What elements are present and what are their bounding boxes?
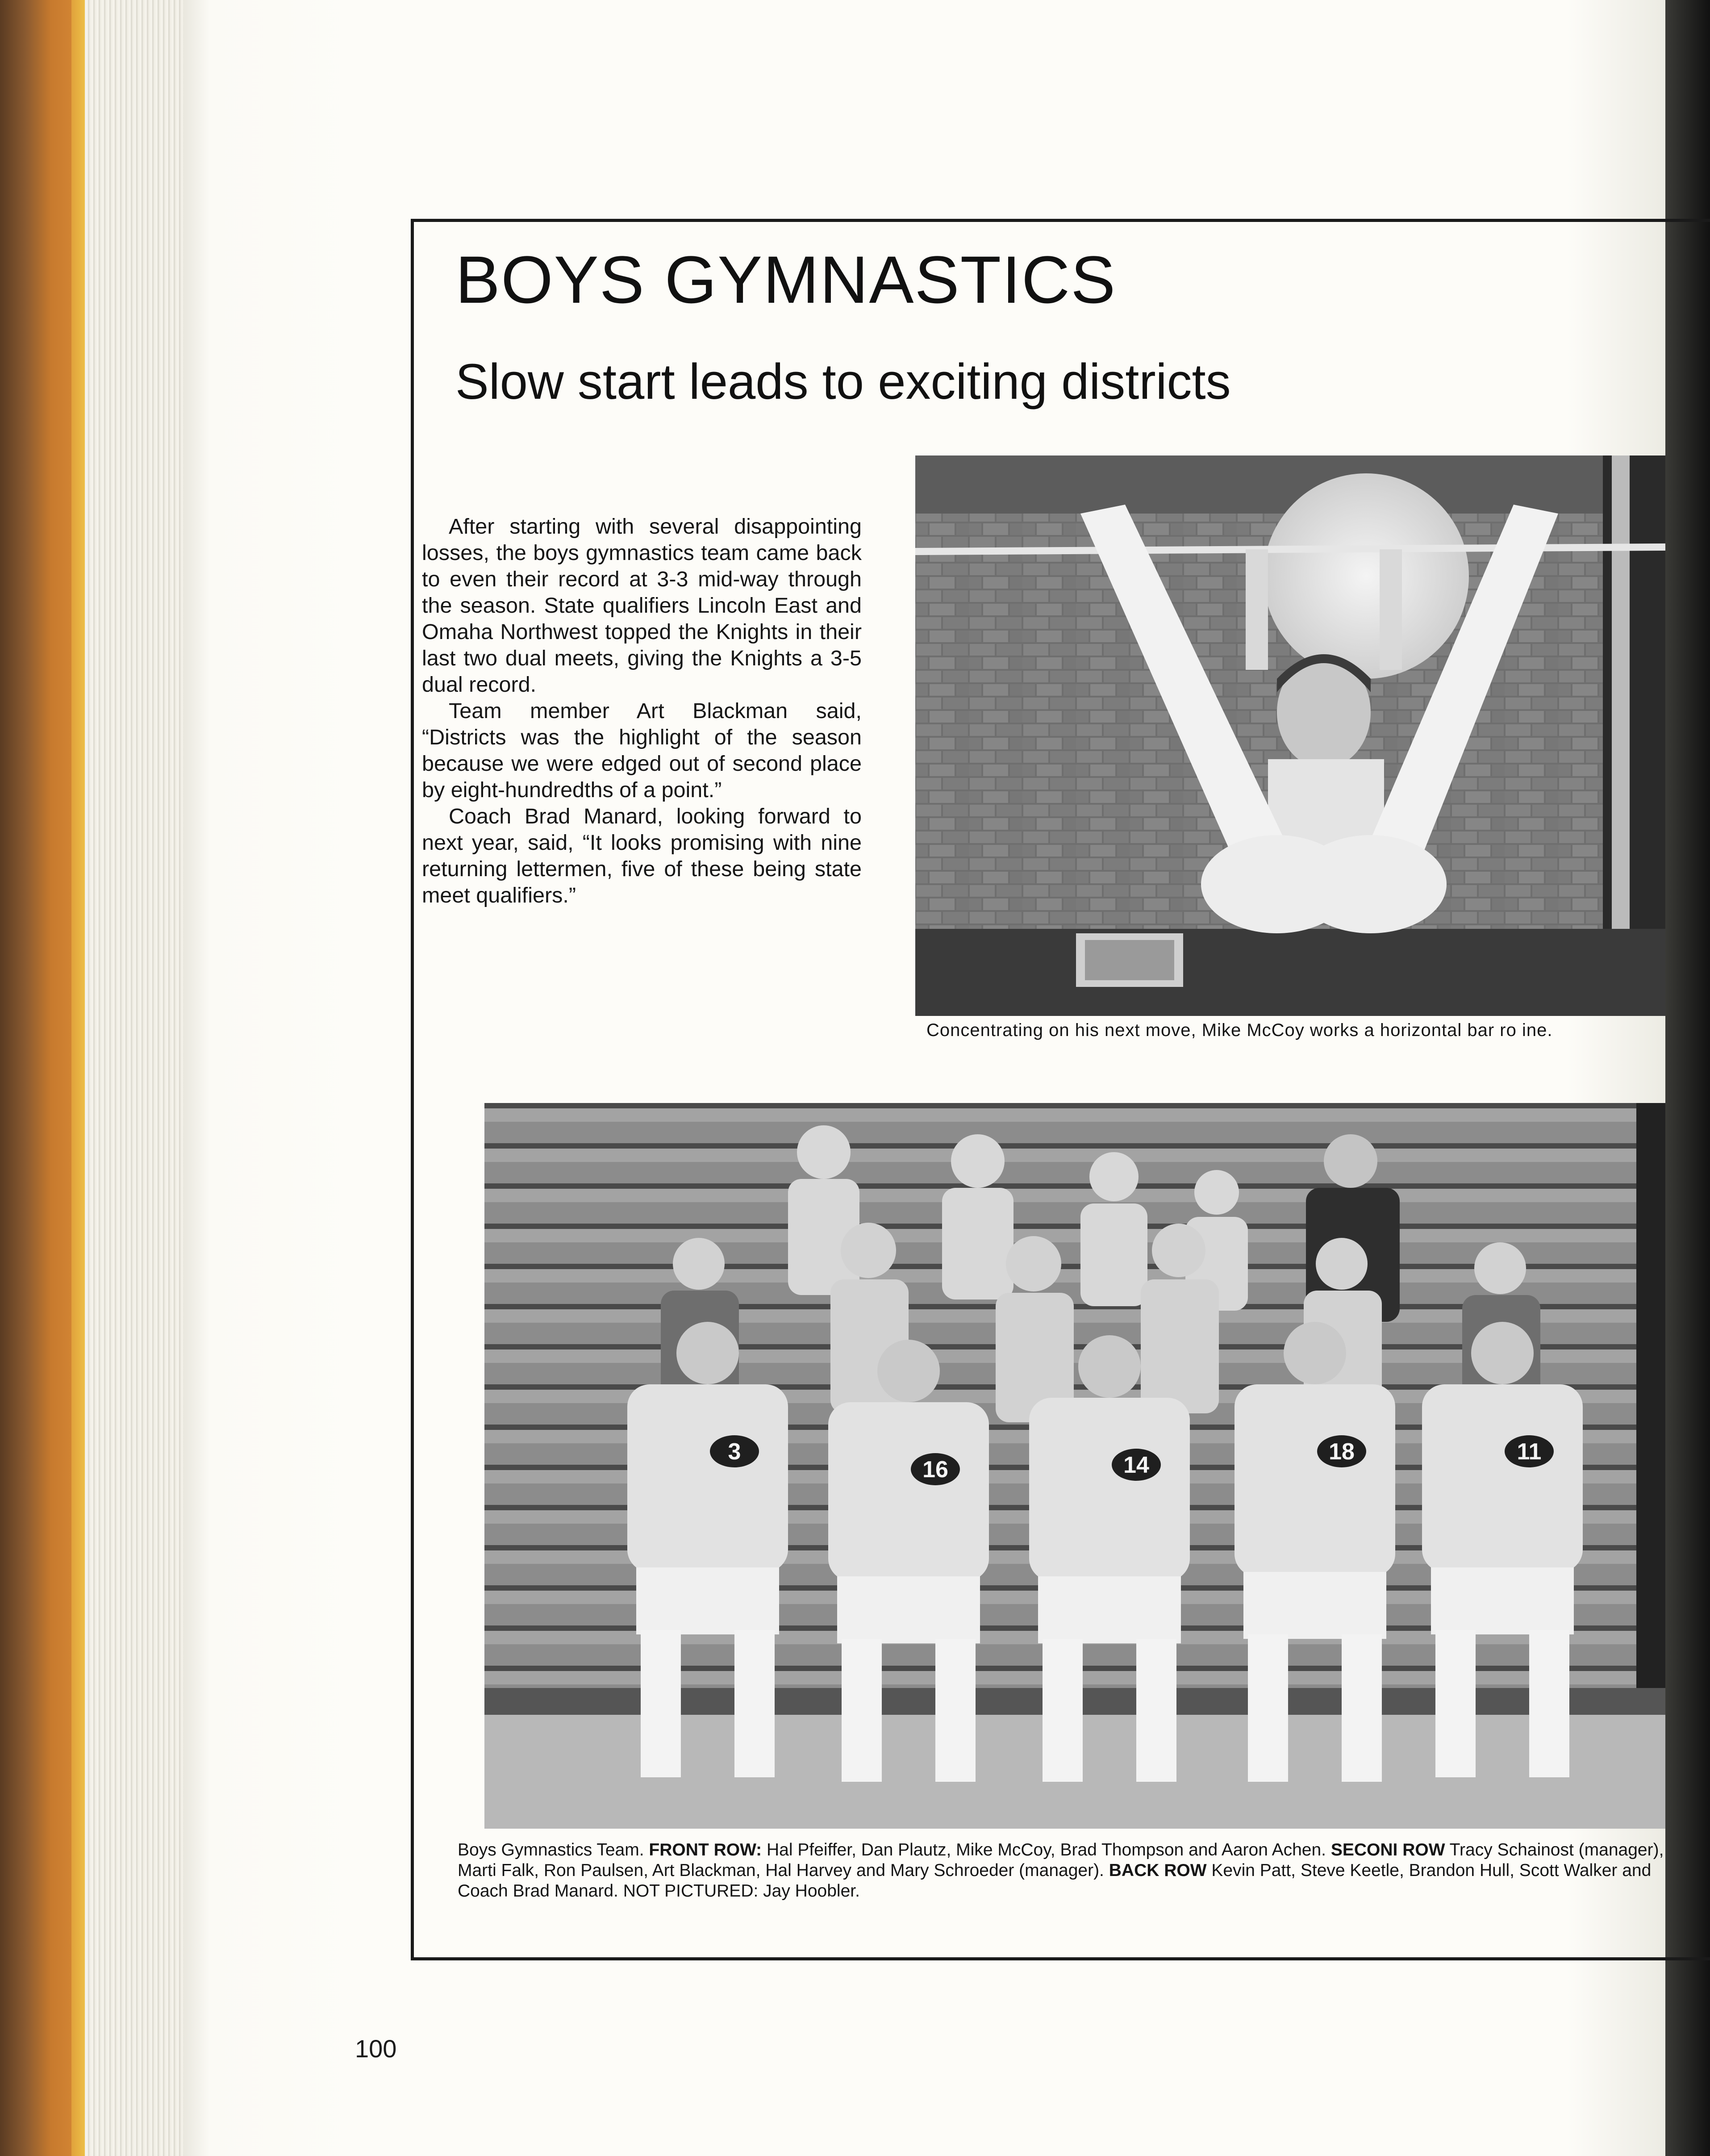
- article-paragraph-3: Coach Brad Manard, looking forward to next year, said, “It looks promising with nine returning lettermen, five of these being state meet qualifiers.”: [422, 804, 862, 907]
- jersey-number-5: 11: [1517, 1439, 1542, 1465]
- caption-front-row-names: Hal Pfeiffer, Dan Plautz, Mike McCoy, Brad Thompson and Aaron Achen.: [767, 1840, 1326, 1859]
- caption-back-row-label: BACK ROW: [1109, 1861, 1207, 1880]
- team-photo-caption: [458, 1840, 1690, 1901]
- page-number: 100: [355, 2035, 397, 2063]
- caption-intro: Boys Gymnastics Team.: [458, 1840, 644, 1859]
- caption-second-row-names: Tracy Schainost (manager), Marti Falk, Ron Paulsen, Art Blackman, Hal Harvey and Mary Schroeder (manager).: [458, 1840, 1664, 1880]
- horizontal-bar-photo-image: [915, 455, 1665, 1016]
- jersey-number-4: 18: [1329, 1439, 1355, 1465]
- page-stack: [85, 0, 196, 2156]
- caption-front-row-label: FRONT ROW:: [649, 1840, 762, 1859]
- article-body: [422, 514, 862, 909]
- team-photo: [484, 1103, 1665, 1829]
- jersey-number-1: 3: [728, 1439, 741, 1465]
- jersey-number-3: 14: [1123, 1452, 1149, 1478]
- caption-back-row-names: Kevin Patt, Steve Keetle, Brandon Hull, Scott Walker and Coach Brad Manard. NOT PICTURED: Jay Hoobler.: [458, 1861, 1652, 1901]
- jersey-number-2: 16: [922, 1457, 948, 1483]
- article-paragraph-1: After starting with several disappointing losses, the boys gymnastics team came back to even their record at 3-3 mid-way through the season. State qualifiers Lincoln East and Omaha Northwest topped the Knights in their last two dual meets, giving the Knights a 3-5 dual record.: [422, 514, 862, 697]
- page-title: BOYS GYMNASTICS: [455, 242, 1117, 317]
- page-subtitle: Slow start leads to exciting districts: [455, 354, 1231, 409]
- action-photo-caption: Concentrating on his next move, Mike McCoy works a horizontal bar ro ine.: [926, 1020, 1553, 1040]
- horizontal-bar-photo: [915, 455, 1665, 1016]
- article-paragraph-2: Team member Art Blackman said, “Districts was the highlight of the season because we were edged out of second place by eight-hundredths of a point.”: [422, 699, 862, 802]
- caption-second-row-label: SECONI ROW: [1330, 1840, 1445, 1859]
- team-photo-image: [484, 1103, 1665, 1829]
